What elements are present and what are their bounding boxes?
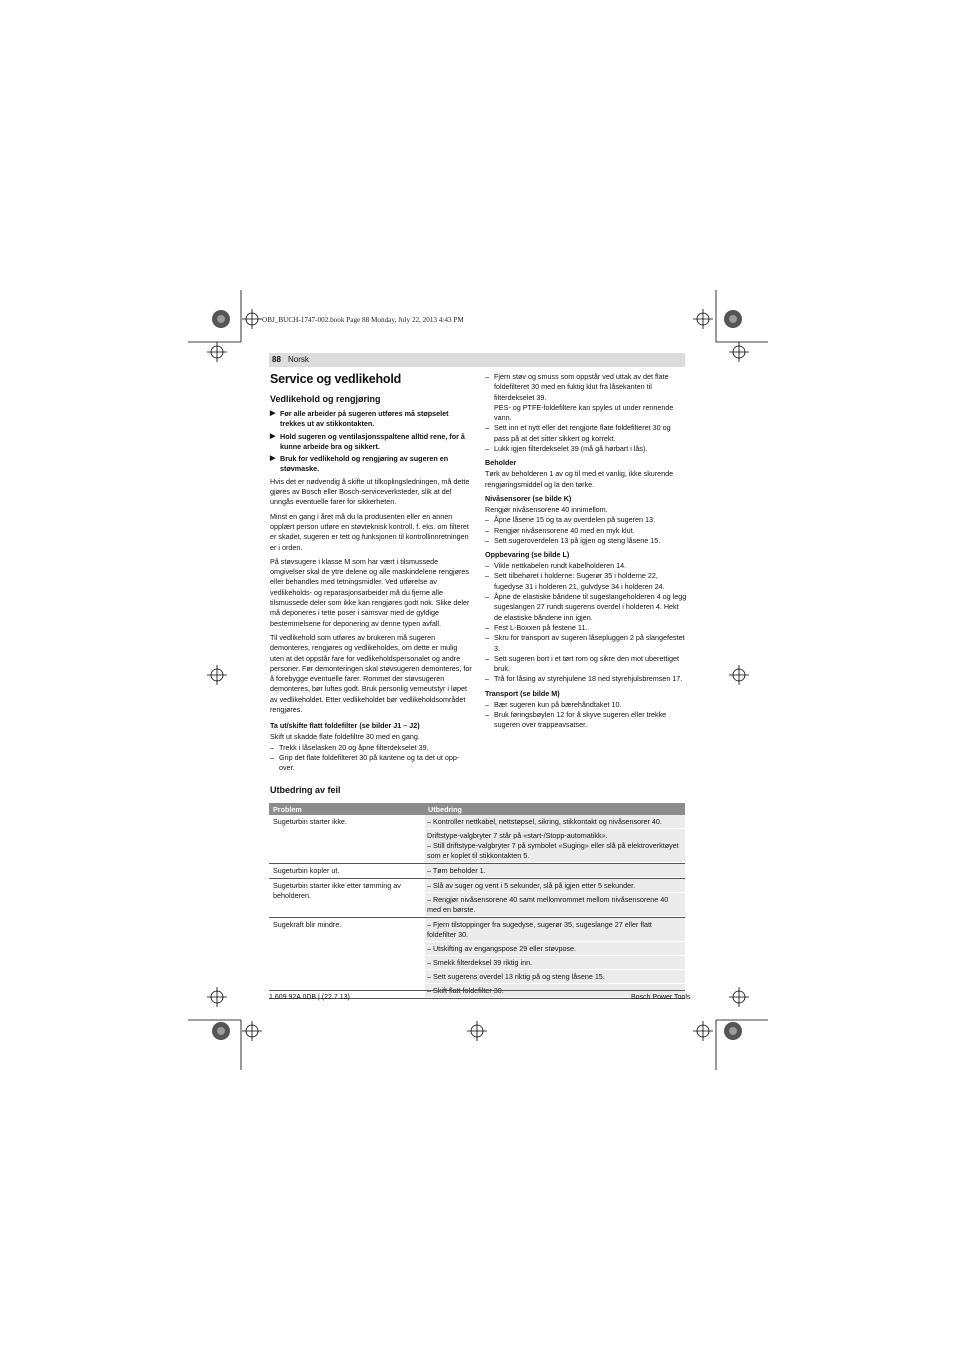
list-item: – Åpne de elastiske båndene til sugeslangeholderen 4 og legg sugeslangen 27 rundt sugerens overdel i holderen 4. Hekt de elastiske båndene inn igjen. xyxy=(485,592,687,623)
problem-cell: Sugeturbin kopler ut. xyxy=(273,866,340,875)
fix-cell: – Rengjør nivåsensorene 40 samt mellomrommet mellom nivåsensorene 40 med en børste. xyxy=(425,893,685,917)
level-sensor-heading: Nivåsensorer (se bilde K) xyxy=(485,493,572,503)
arrow-bullet-icon: ▶ xyxy=(270,410,276,417)
footer-divider xyxy=(269,990,685,991)
table-row xyxy=(269,864,685,879)
list-item: – Sett sugeren bort i et tørt rom og sikre den mot uberettiget bruk. xyxy=(485,654,687,675)
section-title: Service og vedlikehold xyxy=(270,372,402,386)
problem-cell: Sugeturbin starter ikke etter tømming av beholderen. xyxy=(273,881,401,900)
list-item: – Grip det flate foldefilteret 30 på kantene og ta det ut opp-over. xyxy=(270,753,472,774)
page-header-bar xyxy=(269,353,685,367)
list-item: – Fjern støv og smuss som oppstår ved uttak av det flate foldefilteret 30 med en fuktig klut fra låsekanten til filterdekselet 39. xyxy=(485,372,687,403)
container-text: Tørk av beholderen 1 av og til med et vanlig, ikke skurende rengjøringsmiddel og la den tørke. xyxy=(485,469,674,489)
subsection-title: Vedlikehold og rengjøring xyxy=(270,394,381,404)
paragraph: Til vedlikehold som utføres av brukeren må sugeren demonteres, rengjøres og vedlikeholdes, om dette er mulig uten at det oppstår fare for vedlikeholdspersonalet og andre personer. Før demonteringen skal støvsugeren demonteres, for å forebygge eventuelle farer. Rommet der støvsugeren demonteres, bør luftes godt. Bruk personlig verneutstyr i løpet av vedlikeholdet. Etter vedlikeholdet bør vedlikeholdsområdet rengjøres. xyxy=(270,632,472,715)
list-item: – Fest L-Boxxen på festene 11. xyxy=(485,623,687,633)
transport-heading: Transport (se bilde M) xyxy=(485,688,560,698)
list-item: – Rengjør nivåsensorene 40 med en myk klut. xyxy=(485,526,687,536)
list-item: – Bruk føringsbøylen 12 for å skyve sugeren eller trekke sugeren over trappeavsatser. xyxy=(485,710,687,731)
list-item: – Bær sugeren kun på bærehåndtaket 10. xyxy=(485,700,687,710)
column-header-problem: Problem xyxy=(273,805,302,814)
warning-item: ▶ Bruk for vedlikehold og rengjøring av sugeren en støvmaske. xyxy=(270,454,449,474)
problem-cell: Sugekraft blir mindre. xyxy=(273,920,342,929)
footer-doc-number: 1 609 92A 0DB | (22.7.13) xyxy=(269,994,350,1001)
list-item: – Sett sugeroverdelen 13 på igjen og steng låsene 15. xyxy=(485,536,687,546)
warning-item: ▶ Før alle arbeider på sugeren utføres må støpselet trekkes ut av stikkontakten. xyxy=(270,409,449,429)
level-sensor-text: Rengjør nivåsensorene 40 innimellom. xyxy=(485,504,608,514)
table-row xyxy=(269,815,685,864)
footer-brand: Bosch Power Tools xyxy=(631,994,691,1001)
fix-cell: – Smekk filterdeksel 39 riktig inn. xyxy=(425,956,685,970)
troubleshoot-title: Utbedring av feil xyxy=(270,785,341,795)
list-item: – Lukk igjen filterdekselet 39 (må gå hørbart i lås). xyxy=(485,444,687,454)
right-column xyxy=(485,372,687,731)
fix-cell: – Tøm beholder 1. xyxy=(425,864,685,878)
list-item: – Trekk i låselasken 20 og åpne filterdekselet 39. xyxy=(270,743,472,753)
arrow-bullet-icon: ▶ xyxy=(270,432,276,440)
fix-cell: Driftstype-valgbryter 7 står på «start-/Stopp-automatikk». – Still driftstype-valgbryter 7 på symbolet «Suging» eller slå på elektroverktøyet som er koplet til stikkontakten 5. xyxy=(425,829,685,863)
troubleshoot-table xyxy=(269,803,685,999)
list-item: – Vikle nettkabelen rundt kabelholderen 14. xyxy=(485,561,687,571)
filter-heading: Ta ut/skifte flatt foldefilter (se bilder J1 – J2) xyxy=(270,721,420,731)
column-header-fix: Utbedring xyxy=(428,805,462,814)
problem-cell: Sugeturbin starter ikke. xyxy=(273,817,347,826)
table-row xyxy=(269,918,685,999)
list-item: – Trå for låsing av styrehjulene 18 ned styrehjulsbremsen 17. xyxy=(485,674,687,684)
page-number: 88 xyxy=(272,355,281,364)
fix-cell: – Sett sugerens overdel 13 riktig på og steng låsene 15. xyxy=(425,970,685,984)
fix-cell: – Slå av suger og vent i 5 sekunder, slå på igjen etter 5 sekunder. xyxy=(425,879,685,893)
fix-cell: – Kontroller nettkabel, nettstøpsel, sikring, stikkontakt og nivåsensorer 40. xyxy=(425,815,685,829)
list-item: – Åpne låsene 15 og ta av overdelen på sugeren 13. xyxy=(485,515,687,525)
left-column xyxy=(270,372,472,774)
pes-note: PES- og PTFE-foldefiltere kan spyles ut under rennende vann. xyxy=(494,402,674,423)
container-heading: Beholder xyxy=(485,458,517,468)
filter-intro: Skift ut skadde flate foldefiltre 30 med en gang. xyxy=(270,732,420,742)
fix-cell: – Utskifting av engangspose 29 eller støvpose. xyxy=(425,942,685,956)
table-header xyxy=(269,803,685,815)
paragraph: Minst en gang i året må du la produsenten eller en annen opplært person utføre en støvteknisk kontroll, f. eks. om filteret er skadet, sugeren er tett og funksjonen til kontrollinnretningen er i orden. xyxy=(270,511,469,552)
fix-cell: – Skift flatt foldefilter 30. xyxy=(425,984,685,998)
arrow-bullet-icon: ▶ xyxy=(270,455,276,463)
list-item: – Sett tilbehøret i holderne: Sugerør 35 i holderne 22, fugedyse 31 i holderen 21, gulvdyse 34 i holderen 24. xyxy=(485,571,687,592)
warning-item: ▶ Hold sugeren og ventilasjonsspaltene alltid rene, for å kunne arbeide bra og sikkert. xyxy=(270,431,465,451)
paragraph: På støvsugere i klasse M som har vært i tilsmussede omgivelser skal de ytre delene og alle maskindelene rengjøres eller behandles med tetningsmidler. Ved utførelse av vedlikeholds- og reparasjonsarbeider må du fjerne alle tilsmussede deler som ikke kan rengjøres godt nok. Slike deler må deponeres i tette poser i samsvar med de gyldige bestemmelsene for deponering av denne typen avfall. xyxy=(270,556,470,628)
storage-heading: Oppbevaring (se bilde L) xyxy=(485,550,570,560)
print-slug: OBJ_BUCH-1747-002.book Page 88 Monday, July 22, 2013 4:43 PM xyxy=(262,316,464,324)
list-item: – Sett inn et nytt eller det rengjorte flate foldefilteret 30 og pass på at det sitter sikkert og korrekt. xyxy=(485,423,687,444)
table-row xyxy=(269,879,685,918)
paragraph: Hvis det er nødvendig å skifte ut tilkoplingsledningen, må dette gjøres av Bosch eller Bosch-serviceverksteder, slik at del unngås eventuelle farer for sikkerheten. xyxy=(270,476,470,507)
list-item: – Skru for transport av sugeren låsepluggen 2 på slangefestet 3. xyxy=(485,633,687,654)
fix-cell: – Fjern tilstoppinger fra sugedyse, sugerør 35, sugeslange 27 eller flatt foldefilter 30. xyxy=(425,918,685,942)
header-language: Norsk xyxy=(288,355,309,364)
